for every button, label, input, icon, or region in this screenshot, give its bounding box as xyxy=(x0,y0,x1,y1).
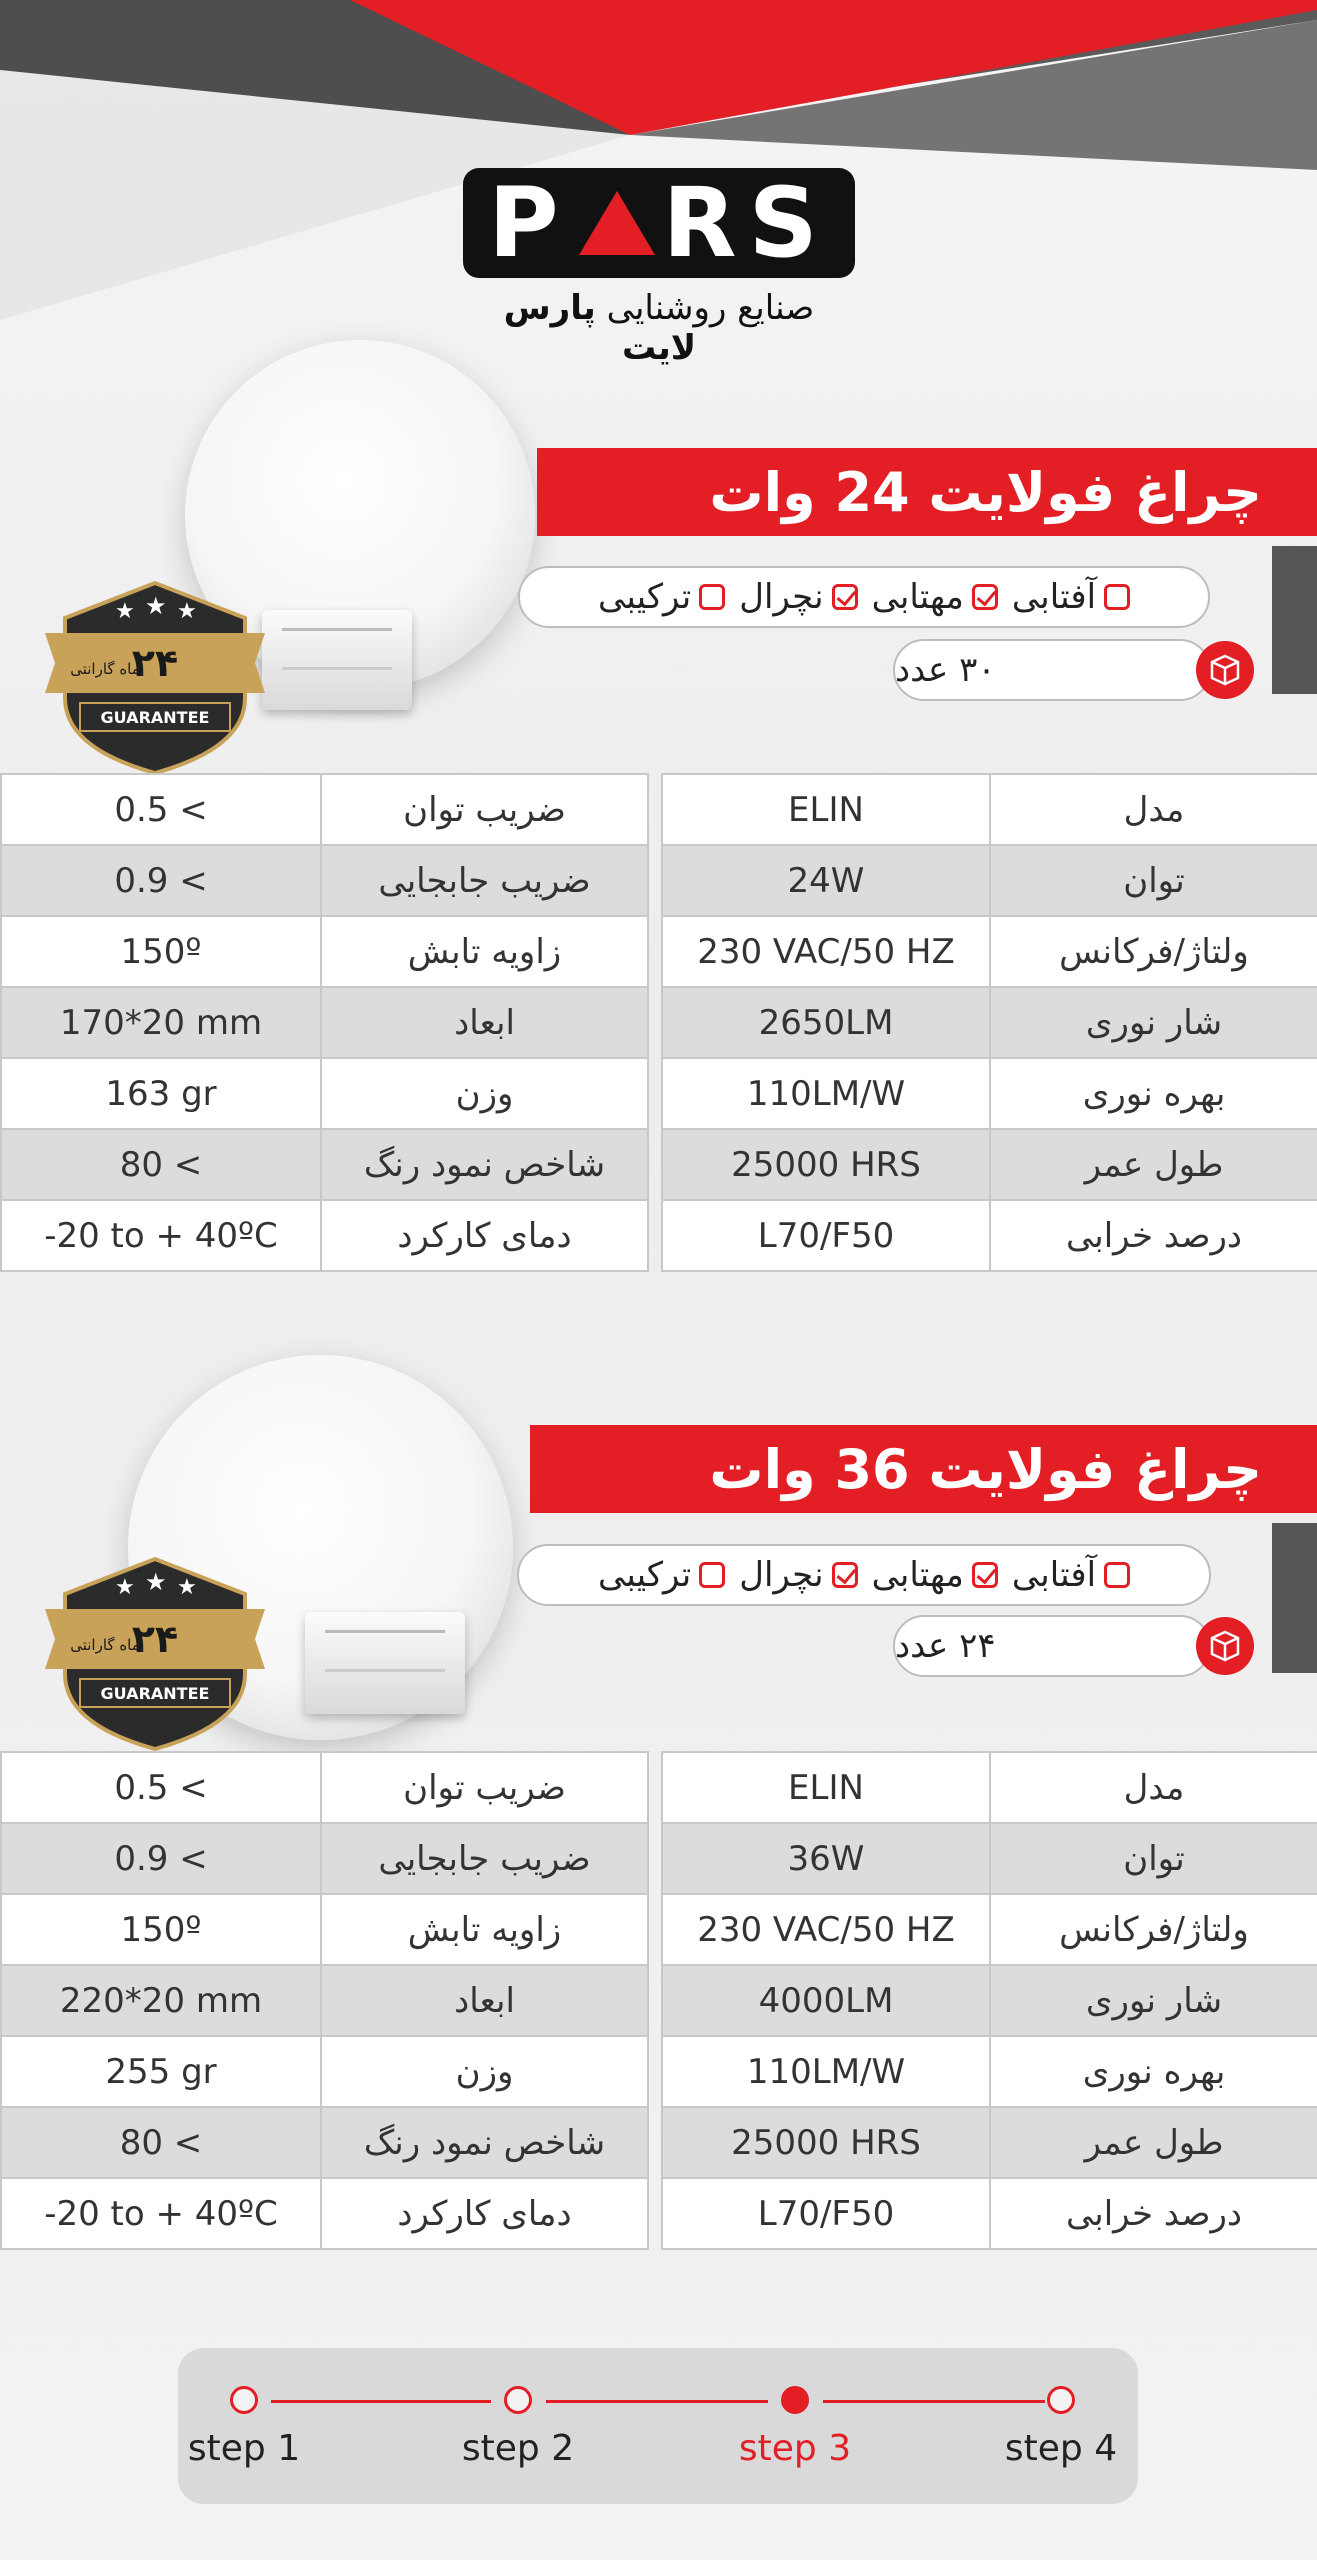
option-moonlight-2[interactable]: مهتابی xyxy=(872,1555,998,1595)
checkbox-icon[interactable] xyxy=(1104,584,1130,610)
step-2-dot[interactable] xyxy=(504,2386,532,2414)
step-4-dot[interactable] xyxy=(1047,2386,1075,2414)
table-row: 80 < شاخص نمود رنگ xyxy=(1,2107,648,2178)
table-row: 255 gr وزن xyxy=(1,2036,648,2107)
table-row: 170*20 mm ابعاد xyxy=(1,987,648,1058)
table-row: 36W توان xyxy=(662,1823,1317,1894)
option-sunlight-1[interactable]: آفتابی xyxy=(1012,577,1130,617)
table-row: L70/F50 درصد خرابی xyxy=(662,2178,1317,2249)
table-row: 80 < شاخص نمود رنگ xyxy=(1,1129,648,1200)
step-3-dot-active[interactable] xyxy=(781,2386,809,2414)
logo-letters-rs: RS xyxy=(662,167,830,279)
option-natural-2[interactable]: نچرال xyxy=(739,1555,857,1595)
checkbox-checked-icon[interactable] xyxy=(972,584,998,610)
side-accent-bar-1 xyxy=(1272,546,1317,694)
table-row: 24W توان xyxy=(662,845,1317,916)
svg-text:★: ★ xyxy=(177,1575,197,1600)
table-row: 230 VAC/50 HZ ولتاژ/فرکانس xyxy=(662,916,1317,987)
product-title-1: چراغ فولایت 24 وات xyxy=(709,460,1262,524)
step-2-label[interactable]: step 2 xyxy=(461,2428,575,2469)
svg-text:★: ★ xyxy=(177,599,197,624)
svg-text:★: ★ xyxy=(115,1575,135,1600)
step-connector xyxy=(271,2400,491,2403)
svg-text:★: ★ xyxy=(145,1568,167,1596)
guarantee-badge-2 xyxy=(45,1554,265,1754)
quantity-text-1: ۳۰ عدد xyxy=(895,650,996,690)
step-3-label[interactable]: step 3 xyxy=(738,2428,852,2469)
table-row: 0.9 < ضریب جابجایی xyxy=(1,845,648,916)
logo-letter-p: P xyxy=(488,167,571,279)
step-connector xyxy=(823,2400,1045,2403)
table-row: 0.9 < ضریب جابجایی xyxy=(1,1823,648,1894)
checkbox-checked-icon[interactable] xyxy=(972,1562,998,1588)
driver-image-2 xyxy=(305,1612,465,1714)
checkbox-icon[interactable] xyxy=(699,584,725,610)
table-row: 2650LM شار نوری xyxy=(662,987,1317,1058)
quantity-pill-2 xyxy=(893,1615,1211,1677)
step-4-label[interactable]: step 4 xyxy=(1004,2428,1118,2469)
spec-table-left-2 xyxy=(0,1751,649,2250)
table-row: 150º زاویه تابش xyxy=(1,1894,648,1965)
badge-months-2: ۲۴ xyxy=(131,1617,179,1661)
badge-months-label-1: ماه گارانتی xyxy=(70,660,140,678)
table-row: L70/F50 درصد خرابی xyxy=(662,1200,1317,1271)
product-title-2: چراغ فولایت 36 وات xyxy=(709,1437,1262,1501)
option-moonlight-1[interactable]: مهتابی xyxy=(872,577,998,617)
table-row: ELIN مدل xyxy=(662,774,1317,845)
logo-triangle-icon xyxy=(579,191,655,255)
svg-text:★: ★ xyxy=(115,599,135,624)
badge-months-1: ۲۴ xyxy=(131,641,179,685)
option-combined-2[interactable]: ترکیبی xyxy=(598,1555,725,1595)
quantity-pill-1 xyxy=(893,639,1211,701)
table-row: 0.5 < ضریب توان xyxy=(1,1752,648,1823)
pars-logo xyxy=(463,168,855,278)
table-row: 163 gr وزن xyxy=(1,1058,648,1129)
table-row: 110LM/W بهره نوری xyxy=(662,1058,1317,1129)
box-icon xyxy=(1196,1617,1254,1675)
table-row: 220*20 mm ابعاد xyxy=(1,1965,648,2036)
checkbox-checked-icon[interactable] xyxy=(832,584,858,610)
brand-tagline: صنایع روشنایی پارس لایت xyxy=(503,288,815,368)
checkbox-icon[interactable] xyxy=(699,1562,725,1588)
table-row: ELIN مدل xyxy=(662,1752,1317,1823)
table-row: 0.5 < ضریب توان xyxy=(1,774,648,845)
spec-table-right-2 xyxy=(661,1751,1317,2250)
table-row: 110LM/W بهره نوری xyxy=(662,2036,1317,2107)
table-row: 25000 HRS طول عمر xyxy=(662,2107,1317,2178)
table-row: 25000 HRS طول عمر xyxy=(662,1129,1317,1200)
spec-table-left-1 xyxy=(0,773,649,1272)
option-combined-1[interactable]: ترکیبی xyxy=(598,577,725,617)
step-connector xyxy=(546,2400,768,2403)
table-row: 230 VAC/50 HZ ولتاژ/فرکانس xyxy=(662,1894,1317,1965)
color-options-2 xyxy=(517,1544,1211,1606)
product-title-banner-1 xyxy=(537,448,1317,536)
step-1-label[interactable]: step 1 xyxy=(187,2428,301,2469)
checkbox-icon[interactable] xyxy=(1104,1562,1130,1588)
guarantee-badge-1 xyxy=(45,578,265,778)
box-icon xyxy=(1196,641,1254,699)
svg-text:★: ★ xyxy=(145,592,167,620)
table-row: 150º زاویه تابش xyxy=(1,916,648,987)
table-row: -20 to + 40ºC دمای کارکرد xyxy=(1,2178,648,2249)
step-progress xyxy=(178,2348,1138,2504)
step-1-dot[interactable] xyxy=(230,2386,258,2414)
table-row: -20 to + 40ºC دمای کارکرد xyxy=(1,1200,648,1271)
driver-image-1 xyxy=(262,610,412,710)
product-title-banner-2 xyxy=(530,1425,1317,1513)
quantity-text-2: ۲۴ عدد xyxy=(895,1626,996,1666)
badge-text-2: GUARANTEE xyxy=(100,1684,210,1703)
badge-text-1: GUARANTEE xyxy=(100,708,210,727)
spec-table-right-1 xyxy=(661,773,1317,1272)
checkbox-checked-icon[interactable] xyxy=(832,1562,858,1588)
option-natural-1[interactable]: نچرال xyxy=(739,577,857,617)
color-options-1 xyxy=(518,566,1210,628)
side-accent-bar-2 xyxy=(1272,1523,1317,1673)
option-sunlight-2[interactable]: آفتابی xyxy=(1012,1555,1130,1595)
badge-months-label-2: ماه گارانتی xyxy=(70,1636,140,1654)
table-row: 4000LM شار نوری xyxy=(662,1965,1317,2036)
